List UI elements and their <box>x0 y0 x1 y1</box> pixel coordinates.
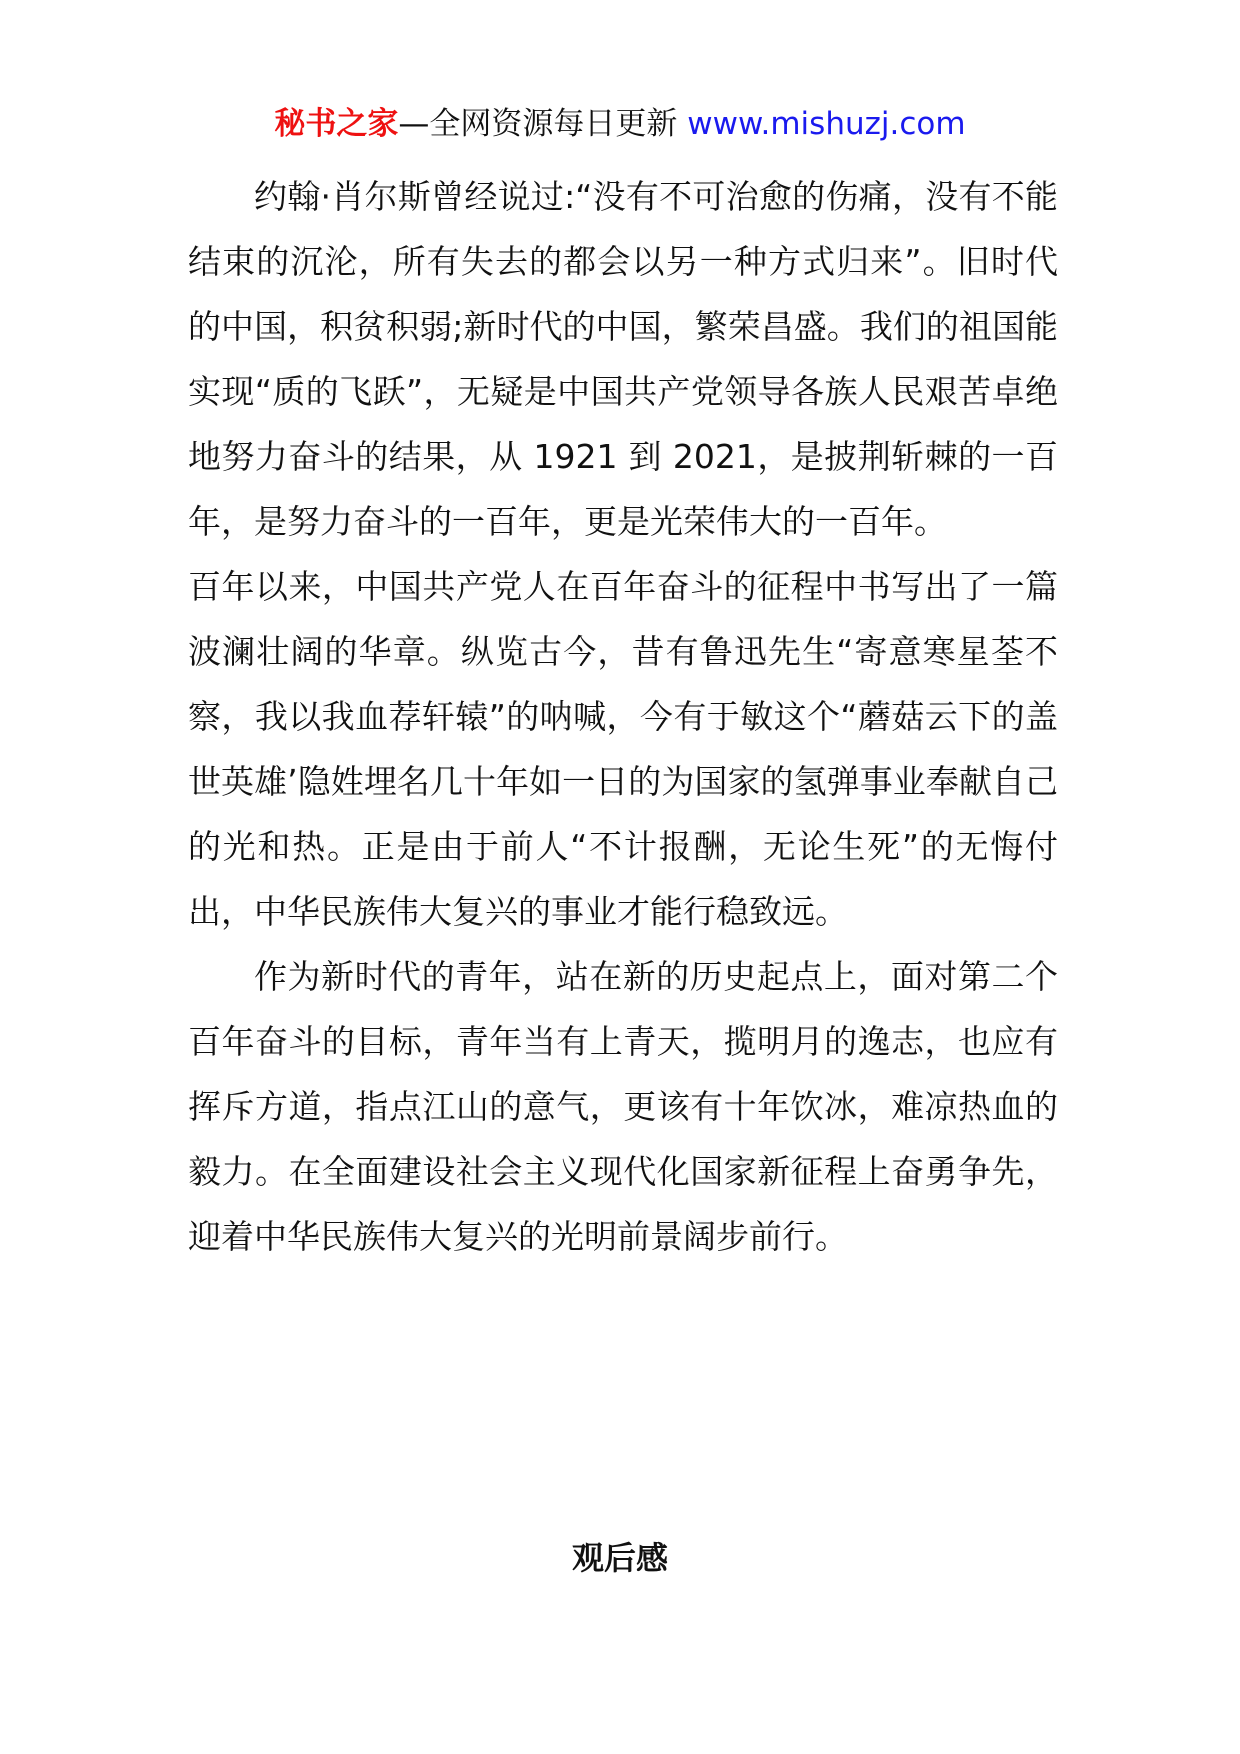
section-heading: 观后感 <box>571 1539 668 1577</box>
article-body <box>188 164 1058 1269</box>
header-tagline: —全网资源每日更新 <box>398 106 688 142</box>
site-url-link[interactable]: www.mishuzj.com <box>687 106 966 142</box>
paragraph-3: 作为新时代的青年，站在新的历史起点上，面对第二个百年奋斗的目标，青年当有上青天，揽明月的逸志，也应有挥斥方道，指点江山的意气，更该有十年饮冰，难凉热血的毅力。在全面建设社会主义现代化国家新征程上奋勇争先，迎着中华民族伟大复兴的光明前景阔步前行。 <box>188 957 1058 1256</box>
page-header <box>0 100 1240 148</box>
paragraph-2: 百年以来，中国共产党人在百年奋斗的征程中书写出了一篇波澜壮阔的华章。纵览古今，昔有鲁迅先生“寄意寒星荃不察，我以我血荐轩辕”的呐喊，今有于敏这个“蘑菇云下的盖世英雄’隐姓埋名几十年如一日的为国家的氢弹事业奉献自己的光和热。正是由于前人“不计报酬，无论生死”的无悔付出，中华民族伟大复兴的事业才能行稳致远。 <box>188 567 1058 931</box>
paragraph-1: 约翰·肖尔斯曾经说过:“没有不可治愈的伤痛，没有不能结束的沉沦，所有失去的都会以另一种方式归来”。旧时代的中国，积贫积弱;新时代的中国，繁荣昌盛。我们的祖国能实现“质的飞跃”，无疑是中国共产党领导各族人民艰苦卓绝地努力奋斗的结果，从 1921 到 2021，是披荆斩棘的一百年，是努力奋斗的一百年，更是光荣伟大的一百年。 <box>188 177 1058 541</box>
brand-name: 秘书之家 <box>274 106 399 142</box>
